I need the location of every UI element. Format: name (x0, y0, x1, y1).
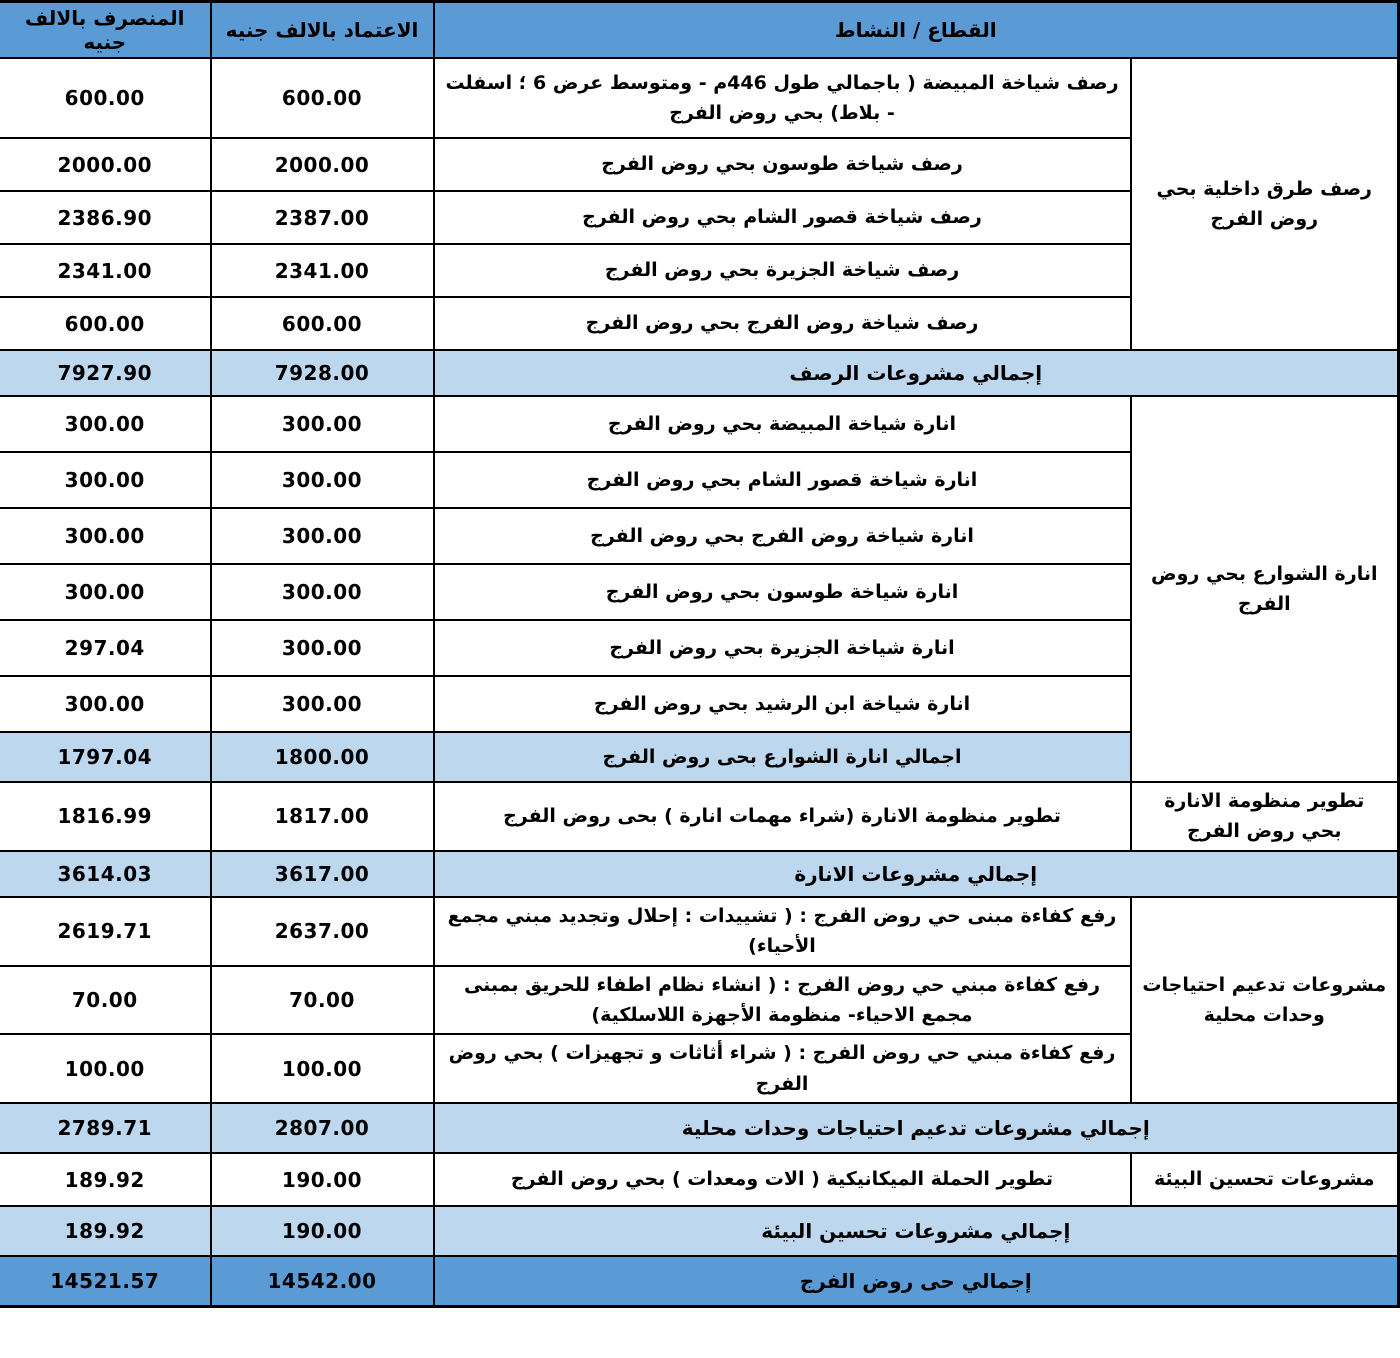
credit-cell: 1817.00 (211, 782, 434, 851)
credit-cell: 300.00 (211, 452, 434, 508)
lighting-system-category-cell: تطوير منظومة الانارة بحي روض الفرج (1131, 782, 1399, 851)
spent-cell: 300.00 (0, 396, 211, 452)
table-row (0, 782, 1399, 851)
credit-cell: 190.00 (211, 1153, 434, 1206)
activity-cell: انارة شياخة روض الفرج بحي روض الفرج (434, 508, 1131, 564)
spent-cell: 1797.04 (0, 732, 211, 782)
credit-cell: 600.00 (211, 297, 434, 350)
spent-cell: 189.92 (0, 1206, 211, 1256)
credit-cell: 190.00 (211, 1206, 434, 1256)
activity-cell: تطوير منظومة الانارة (شراء مهمات انارة ) بحى روض الفرج (434, 782, 1131, 851)
table-row (0, 396, 1399, 452)
credit-cell: 70.00 (211, 966, 434, 1035)
spent-cell: 300.00 (0, 564, 211, 620)
grand-total-row (0, 1256, 1399, 1306)
spent-cell: 14521.57 (0, 1256, 211, 1306)
lighting-total-row (0, 851, 1399, 897)
header-credit: الاعتماد بالالف جنيه (211, 2, 434, 59)
credit-cell: 300.00 (211, 508, 434, 564)
grand-total-label-cell: إجمالي حى روض الفرج (434, 1256, 1399, 1306)
spent-cell: 297.04 (0, 620, 211, 676)
spent-cell: 1816.99 (0, 782, 211, 851)
credit-cell: 300.00 (211, 396, 434, 452)
activity-cell: رصف شياخة طوسون بحي روض الفرج (434, 138, 1131, 191)
credit-cell: 300.00 (211, 620, 434, 676)
credit-cell: 2341.00 (211, 244, 434, 297)
spent-cell: 300.00 (0, 452, 211, 508)
total-label-cell: إجمالي مشروعات الرصف (434, 350, 1399, 396)
spent-cell: 300.00 (0, 676, 211, 732)
credit-cell: 7928.00 (211, 350, 434, 396)
local-units-category-cell: مشروعات تدعيم احتياجات وحدات محلية (1131, 897, 1399, 1103)
spent-cell: 2386.90 (0, 191, 211, 244)
credit-cell: 2637.00 (211, 897, 434, 966)
credit-cell: 100.00 (211, 1034, 434, 1103)
credit-cell: 2807.00 (211, 1103, 434, 1153)
spent-cell: 2619.71 (0, 897, 211, 966)
activity-cell: رصف شياخة قصور الشام بحي روض الفرج (434, 191, 1131, 244)
spent-cell: 100.00 (0, 1034, 211, 1103)
spent-cell: 7927.90 (0, 350, 211, 396)
activity-cell: تطوير الحملة الميكانيكية ( الات ومعدات ) بحي روض الفرج (434, 1153, 1131, 1206)
environment-total-row (0, 1206, 1399, 1256)
local-units-total-row (0, 1103, 1399, 1153)
activity-cell: انارة شياخة قصور الشام بحي روض الفرج (434, 452, 1131, 508)
credit-cell: 300.00 (211, 564, 434, 620)
credit-cell: 1800.00 (211, 732, 434, 782)
paving-category-cell: رصف طرق داخلية بحي روض الفرج (1131, 58, 1399, 350)
spent-cell: 2341.00 (0, 244, 211, 297)
total-label-cell: إجمالي مشروعات تحسين البيئة (434, 1206, 1399, 1256)
spent-cell: 2000.00 (0, 138, 211, 191)
spent-cell: 3614.03 (0, 851, 211, 897)
activity-cell: انارة شياخة طوسون بحي روض الفرج (434, 564, 1131, 620)
total-label-cell: إجمالي مشروعات الانارة (434, 851, 1399, 897)
credit-cell: 600.00 (211, 58, 434, 138)
environment-category-cell: مشروعات تحسين البيئة (1131, 1153, 1399, 1206)
spent-cell: 600.00 (0, 297, 211, 350)
spent-cell: 300.00 (0, 508, 211, 564)
credit-cell: 14542.00 (211, 1256, 434, 1306)
spent-cell: 189.92 (0, 1153, 211, 1206)
spent-cell: 2789.71 (0, 1103, 211, 1153)
table-row (0, 897, 1399, 966)
credit-cell: 3617.00 (211, 851, 434, 897)
credit-cell: 2387.00 (211, 191, 434, 244)
paving-total-row (0, 350, 1399, 396)
header-spent: المنصرف بالالف جنيه (0, 2, 211, 59)
activity-cell: رفع كفاءة مبني حي روض الفرج : ( انشاء نظام اطفاء للحريق بمبنى مجمع الاحياء- منظومة الأجهزة اللاسلكية) (434, 966, 1131, 1035)
spent-cell: 70.00 (0, 966, 211, 1035)
activity-cell: انارة شياخة الجزيرة بحي روض الفرج (434, 620, 1131, 676)
table-row (0, 1153, 1399, 1206)
activity-cell: انارة شياخة المبيضة بحي روض الفرج (434, 396, 1131, 452)
credit-cell: 2000.00 (211, 138, 434, 191)
spent-cell: 600.00 (0, 58, 211, 138)
activity-cell: انارة شياخة ابن الرشيد بحي روض الفرج (434, 676, 1131, 732)
credit-cell: 300.00 (211, 676, 434, 732)
header-row (0, 2, 1399, 59)
activity-cell: رصف شياخة روض الفرج بحي روض الفرج (434, 297, 1131, 350)
activity-cell: رفع كفاءة مبنى حي روض الفرج : ( تشييدات : إحلال وتجديد مبني مجمع الأحياء) (434, 897, 1131, 966)
activity-cell: رفع كفاءة مبني حي روض الفرج : ( شراء أثاثات و تجهيزات ) بحي روض الفرج (434, 1034, 1131, 1103)
header-sector-activity: القطاع / النشاط (434, 2, 1399, 59)
subtotal-label-cell: اجمالي انارة الشوارع بحى روض الفرج (434, 732, 1131, 782)
table-row (0, 58, 1399, 138)
total-label-cell: إجمالي مشروعات تدعيم احتياجات وحدات محلية (434, 1103, 1399, 1153)
street-lighting-category-cell: انارة الشوارع بحي روض الفرج (1131, 396, 1399, 782)
activity-cell: رصف شياخة المبيضة ( باجمالي طول 446م - ومتوسط عرض 6 ؛ اسفلت - بلاط) بحي روض الفرج (434, 58, 1131, 138)
activity-cell: رصف شياخة الجزيرة بحي روض الفرج (434, 244, 1131, 297)
